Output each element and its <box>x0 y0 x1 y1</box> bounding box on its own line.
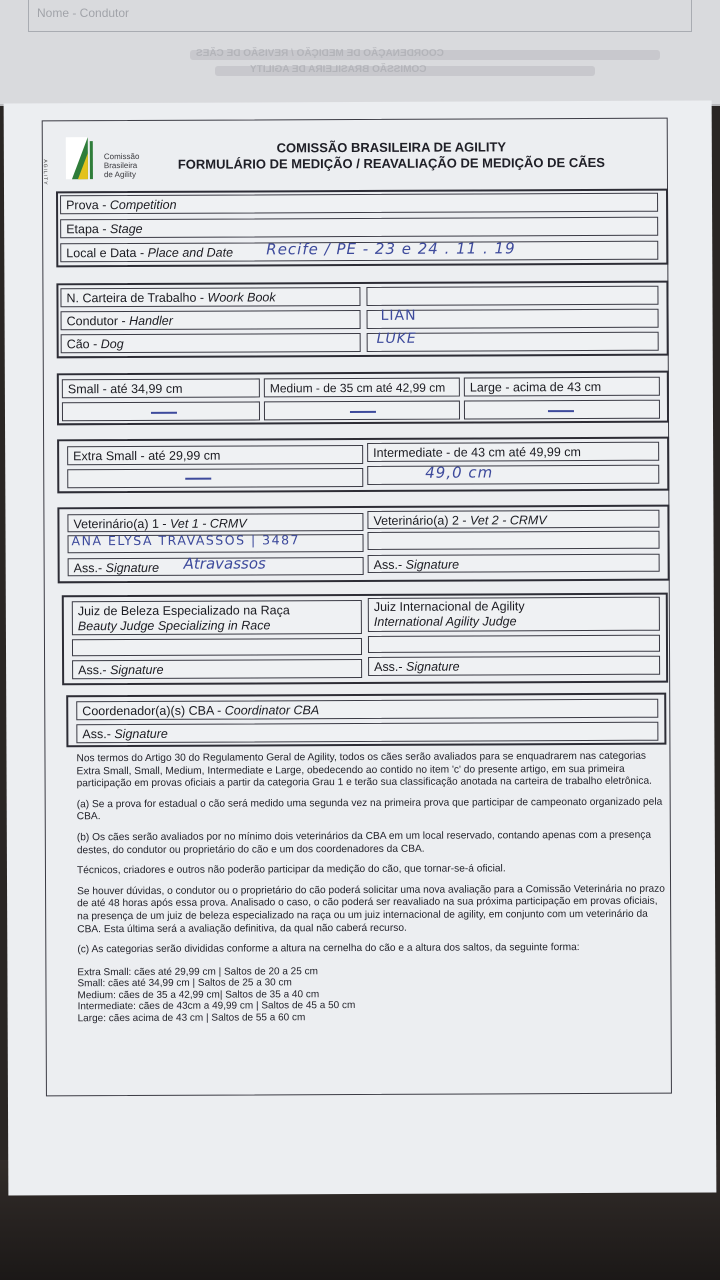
logo-side-text: AGILITY <box>41 159 48 186</box>
beauty-judge-label-cell <box>72 600 362 635</box>
intl-judge-label-en: International Agility Judge <box>373 614 517 629</box>
stage-field[interactable] <box>60 217 658 239</box>
place-date-label: Local e Data - <box>66 245 148 261</box>
small-dash-mark <box>151 412 177 414</box>
intl-judge-input[interactable] <box>368 635 660 653</box>
extra-small-dash-mark <box>185 478 211 480</box>
dog-label: Cão - <box>66 337 101 352</box>
intl-judge-signature-cell[interactable] <box>368 656 660 676</box>
rules-paragraph: (c) As categorias serão divididas conforme a altura na cernelha do cão e a altura dos saltos, da seguinte forma: <box>77 942 580 956</box>
rules-paragraph: (a) Se a prova for estadual o cão será medido uma segunda vez na primeira prova que participar de campeonato organizado pela CBA. <box>76 796 663 823</box>
measurement-form-sheet <box>4 100 717 1195</box>
vet2-signature-label-en: Signature <box>405 557 460 572</box>
large-dash-mark <box>548 410 574 412</box>
logo-caption <box>104 152 140 179</box>
rules-paragraph: Técnicos, criadores e outros não poderão participar da medição do cão, que tornar-se-á oficial. <box>76 863 506 877</box>
vet1-label: Veterinário(a) 1 - <box>73 516 171 532</box>
small-label: Small - até 34,99 cm <box>67 381 183 397</box>
category-item: Extra Small: cães até 29,99 cm | Saltos de 20 a 25 cm <box>77 965 318 978</box>
large-label: Large - acima de 43 cm <box>469 379 602 395</box>
handler-label-cell <box>61 310 361 330</box>
extra-small-label: Extra Small - até 29,99 cm <box>73 448 221 464</box>
stage-label: Etapa - <box>66 222 110 237</box>
intermediate-input[interactable] <box>367 465 659 485</box>
workbook-label-cell <box>60 287 360 307</box>
category-item: Large: cães acima de 43 cm | Saltos de 55 a 60 cm <box>77 1011 306 1024</box>
vet2-label-cell <box>367 510 659 529</box>
stage-label-en: Stage <box>109 221 143 237</box>
workbook-label: N. Carteira de Trabalho - <box>66 290 208 306</box>
handler-label: Condutor - <box>66 314 130 329</box>
intermediate-label: Intermediate - de 43 cm até 49,99 cm <box>373 445 581 460</box>
medium-label: Medium - de 35 cm até 42,99 cm <box>269 380 446 396</box>
competition-label-en: Competition <box>109 197 177 213</box>
background-field-box <box>28 0 692 32</box>
coordinator-label: Coordenador(a)(s) CBA - <box>82 703 225 719</box>
ghost-text: COORDENAÇÃO DE MEDIÇÃO / REVISÃO DE CÃES <box>196 48 444 59</box>
ghost-text: COMISSÃO BRASILEIRA DE AGILITY <box>250 64 427 75</box>
background-field-label: Nome - Condutor <box>37 6 130 20</box>
rules-paragraph: Se houver dúvidas, o condutor ou o proprietário do cão poderá solicitar uma nova avaliação para a Comissão Veterinária no prazo de até 48 horas após essa prova. Analisado o caso, o cão poderá ser reavaliado na sua próxima participação em provas oficiais, na presença de um juiz de beleza especializado na raça ou um juiz internacional de agility, em conjunto com um veterinário da CBA. Esta última será a avaliação definitiva, da qual não caberá recurso. <box>77 883 665 935</box>
intl-judge-label: Juiz Internacional de Agility <box>373 599 525 614</box>
rules-paragraph: (b) Os cães serão avaliados por no mínimo dois veterinários da CBA em um local reservado, contando apenas com a presença destes, do condutor ou proprietário do cão e um dos coordenadores da CBA. <box>76 829 652 856</box>
category-list <box>77 964 665 1024</box>
form-header <box>154 139 629 173</box>
medium-dash-mark <box>350 411 376 413</box>
beauty-judge-signature-label: Ass.- <box>78 663 111 678</box>
dog-label-cell <box>61 333 361 353</box>
handler-label-en: Handler <box>129 313 173 329</box>
form-title: FORMULÁRIO DE MEDIÇÃO / REAVALIAÇÃO DE MEDIÇÃO DE CÃES <box>177 154 605 172</box>
coordinator-signature-cell[interactable] <box>76 722 658 744</box>
small-label-cell <box>62 378 260 398</box>
extra-small-label-cell <box>67 445 363 465</box>
background-sheet <box>0 0 720 106</box>
vet1-value: ANA ELYSA TRAVASSOS | 3487 <box>71 532 300 549</box>
rules-text <box>76 751 665 1025</box>
place-date-value: Recife / PE - 23 e 24 . 11 . 19 <box>266 239 516 259</box>
vet2-signature-cell[interactable] <box>368 554 660 573</box>
rules-paragraph: Nos termos do Artigo 30 do Regulamento Geral de Agility, todos os cães serão avaliados para se enquadrarem nas categorias Extra Small, Small, Medium, Intermediate e Large, obedecendo ao contido no item 'c' do presente artigo, em sua primeira participação em provas oficiais a partir da categoria Grau 1 e terão sua classificação anotada na carteira de trabalho eletrônica. <box>76 750 652 790</box>
beauty-judge-signature-label-en: Signature <box>110 662 164 678</box>
vet1-label-cell <box>67 513 363 532</box>
logo-caption-line: Brasileira <box>103 160 138 171</box>
coordinator-signature-label-en: Signature <box>114 726 168 742</box>
workbook-label-en: Woork Book <box>207 290 276 305</box>
vet2-input[interactable] <box>367 531 659 550</box>
logo-caption-line: de Agility <box>103 169 136 180</box>
category-item: Small: cães até 34,99 cm | Saltos de 25 a 30 cm <box>77 977 292 990</box>
intl-judge-signature-label: Ass.- <box>374 659 407 674</box>
medium-label-cell <box>264 378 460 398</box>
extra-small-input[interactable] <box>67 468 363 488</box>
beauty-judge-label: Juiz de Beleza Especializado na Raça <box>77 603 290 619</box>
vet2-signature-label: Ass.- <box>373 557 406 572</box>
beauty-judge-label-en: Beauty Judge Specializing in Race <box>77 618 271 634</box>
competition-label: Prova - <box>66 198 110 213</box>
category-item: Intermediate: cães de 43cm a 49,99 cm | Saltos de 45 a 50 cm <box>77 1000 356 1013</box>
competition-field[interactable] <box>60 193 658 215</box>
intl-judge-signature-label-en: Signature <box>406 659 460 674</box>
workbook-input[interactable] <box>366 286 658 306</box>
large-label-cell <box>464 377 660 397</box>
vet2-label-en: Vet 2 - CRMV <box>469 513 547 528</box>
vet1-signature: Atravassos <box>183 554 266 573</box>
coordinator-field[interactable] <box>76 699 658 721</box>
place-date-label-en: Place and Date <box>147 245 234 260</box>
logo-caption-line: Comissão <box>103 151 140 162</box>
dog-value: LUKE <box>376 330 417 347</box>
category-item: Medium: cães de 35 a 42,99 cm| Saltos de 35 a 40 cm <box>77 988 320 1001</box>
intermediate-value: 49,0 cm <box>425 463 494 482</box>
vet1-signature-label-en: Signature <box>105 560 160 576</box>
org-title: COMISSÃO BRASILEIRA DE AGILITY <box>276 139 507 156</box>
coordinator-label-en: Coordinator CBA <box>224 703 320 718</box>
intl-judge-label-cell <box>368 597 660 632</box>
coordinator-signature-label: Ass.- <box>82 727 115 742</box>
beauty-judge-signature-cell[interactable] <box>72 659 362 679</box>
vet1-label-en: Vet 1 - CRMV <box>170 516 247 531</box>
dog-label-en: Dog <box>100 337 124 352</box>
handler-value: LIAN <box>380 307 417 324</box>
intermediate-label-cell <box>367 442 659 462</box>
vet2-label: Veterinário(a) 2 - <box>373 513 471 528</box>
vet1-signature-label: Ass.- <box>73 561 106 576</box>
beauty-judge-input[interactable] <box>72 638 362 656</box>
